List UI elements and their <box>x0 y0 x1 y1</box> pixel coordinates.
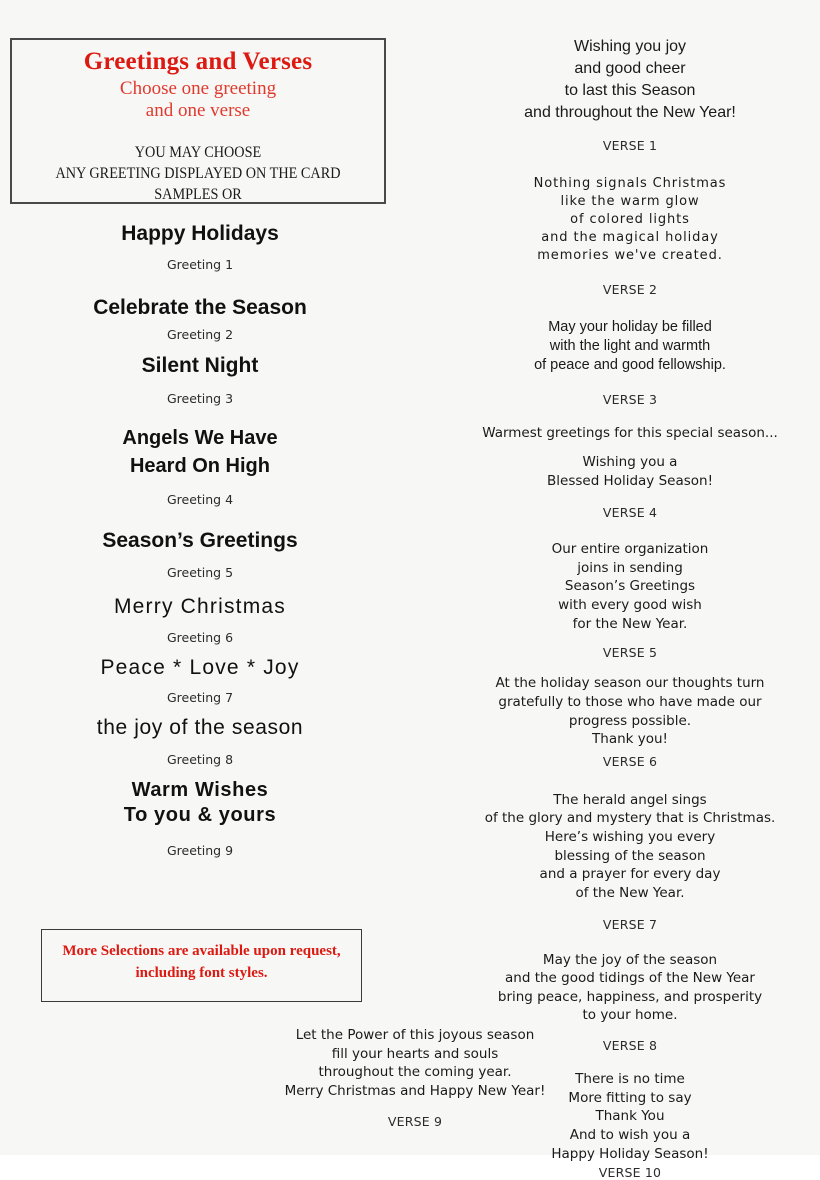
greeting-label: Greeting 2 <box>166 327 234 343</box>
verse-line: And to wish you a <box>569 1126 691 1143</box>
header-note-line2: ANY GREETING DISPLAYED ON THE CARD SAMPLES OR <box>55 164 341 203</box>
greeting-text-line2: Heard On High <box>129 455 270 478</box>
greeting-item-1[interactable] <box>0 222 400 272</box>
verse-line: for the New Year. <box>572 615 688 632</box>
greeting-text: Silent Night <box>141 354 259 378</box>
greeting-item-4[interactable] <box>0 427 400 508</box>
header-subtitle <box>12 78 384 123</box>
verse-line: Our entire organization <box>551 541 709 558</box>
greeting-text-line1: Angels We Have <box>122 426 278 449</box>
header-box <box>10 38 386 204</box>
verse-line: The herald angel sings <box>553 791 707 808</box>
verse-line: and the magical holiday <box>541 229 719 245</box>
verse-line: May the joy of the season <box>542 951 718 968</box>
verse-text <box>255 1026 575 1101</box>
verse-text <box>440 36 820 124</box>
verse-text <box>440 674 820 749</box>
verse-line: throughout the coming year. <box>318 1064 512 1081</box>
more-selections-box <box>41 929 362 1002</box>
verse-line: Blessed Holiday Season! <box>547 472 713 489</box>
greeting-item-9[interactable] <box>0 779 400 858</box>
greeting-text: Peace * Love * Joy <box>100 655 300 679</box>
verse-text <box>440 791 820 903</box>
greeting-label: Greeting 7 <box>166 690 234 706</box>
verse-label: VERSE 9 <box>387 1113 443 1129</box>
verse-item-1[interactable] <box>440 36 820 153</box>
verse-line: memories we've created. <box>537 247 723 263</box>
greeting-label: Greeting 5 <box>166 565 234 581</box>
header-subtitle-line1: Choose one greeting <box>119 78 277 99</box>
verse-line: Happy Holiday Season! <box>551 1145 709 1162</box>
verse-line: Warmest greetings for this special season... <box>482 425 778 442</box>
verse-text <box>440 175 820 265</box>
verse-line: and a prayer for every day <box>539 866 721 883</box>
verse-item-9[interactable] <box>255 1026 575 1129</box>
verse-line: fill your hearts and souls <box>331 1045 499 1062</box>
verse-label: VERSE 2 <box>602 281 658 297</box>
verse-line: and the good tidings of the New Year <box>505 970 755 987</box>
verse-line: Merry Christmas and Happy New Year! <box>284 1082 546 1099</box>
verse-line: Wishing you joy <box>573 38 687 55</box>
verse-line: Thank You <box>595 1108 665 1125</box>
more-selections-text <box>52 941 352 985</box>
greeting-text: Happy Holidays <box>121 222 279 245</box>
verse-line-spacer <box>440 443 820 453</box>
greeting-text: the joy of the season <box>96 716 304 740</box>
verse-text <box>440 951 820 1026</box>
verse-label: VERSE 4 <box>602 505 658 521</box>
greeting-item-7[interactable] <box>0 656 400 706</box>
verse-line: May your holiday be filled <box>548 318 712 335</box>
verse-line: of the glory and mystery that is Christmas. <box>484 810 776 827</box>
verse-text <box>440 424 820 490</box>
verse-text <box>440 318 820 375</box>
greeting-label: Greeting 6 <box>166 629 234 645</box>
verse-line: and throughout the New Year! <box>524 103 736 121</box>
verse-line: At the holiday season our thoughts turn <box>495 675 765 692</box>
more-selections-line1: More Selections are available upon request, <box>62 943 341 959</box>
verse-line: with every good wish <box>558 597 702 614</box>
greeting-item-6[interactable] <box>0 595 400 645</box>
verses-column <box>440 0 820 1180</box>
greeting-text: Season’s Greetings <box>102 529 298 553</box>
verse-line: There is no time <box>575 1071 685 1088</box>
greeting-text: Celebrate the Season <box>93 295 307 319</box>
verse-line: Let the Power of this joyous season <box>295 1027 535 1043</box>
verse-item-2[interactable] <box>440 175 820 297</box>
greeting-text-line2: To you & yours <box>123 804 277 827</box>
verse-line: with the light and warmth <box>549 338 711 355</box>
verse-label: VERSE 7 <box>602 916 658 932</box>
verse-item-3[interactable] <box>440 318 820 407</box>
verse-label: VERSE 8 <box>602 1038 658 1054</box>
greeting-item-3[interactable] <box>0 354 400 406</box>
greeting-label: Greeting 8 <box>166 751 234 767</box>
verse-label: VERSE 6 <box>602 753 658 769</box>
verse-line: and good cheer <box>574 59 686 77</box>
verse-line: Wishing you a <box>582 453 678 470</box>
verse-line: joins in sending <box>577 559 683 576</box>
verse-line: Thank you! <box>592 731 668 748</box>
verse-line: Here’s wishing you every <box>544 829 716 846</box>
verse-item-7[interactable] <box>440 791 820 932</box>
greeting-text-line1: Warm Wishes <box>131 778 269 801</box>
verse-label: VERSE 10 <box>598 1165 662 1180</box>
header-note <box>27 143 369 206</box>
greeting-item-2[interactable] <box>0 296 400 343</box>
greeting-label: Greeting 9 <box>166 842 234 858</box>
verse-line: of the New Year. <box>575 884 685 901</box>
verse-line: Season’s Greetings <box>564 578 696 595</box>
verse-line: blessing of the season <box>554 847 706 864</box>
greeting-text: Merry Christmas <box>113 595 286 619</box>
verse-item-6[interactable] <box>440 674 820 769</box>
verse-line: progress possible. <box>568 712 692 729</box>
verse-label: VERSE 5 <box>602 645 658 661</box>
verse-line: like the warm glow <box>560 193 700 209</box>
greeting-label: Greeting 3 <box>166 390 234 406</box>
verse-text <box>440 540 820 633</box>
verse-line: bring peace, happiness, and prosperity <box>497 988 763 1005</box>
verse-label: VERSE 3 <box>602 392 658 408</box>
greetings-column <box>0 222 400 858</box>
greeting-label: Greeting 4 <box>166 492 234 508</box>
verse-line: of peace and good fellowship. <box>534 357 726 374</box>
verse-line: Nothing signals Christmas <box>533 175 727 191</box>
verse-line: gratefully to those who have made our <box>498 693 762 710</box>
page-title: Greetings and Verses <box>83 48 313 75</box>
verse-item-5[interactable] <box>440 540 820 660</box>
header-subtitle-line2: and one verse <box>145 100 251 122</box>
verse-label: VERSE 1 <box>602 137 658 153</box>
verse-line: of colored lights <box>570 211 690 227</box>
header-note-line1: YOU MAY CHOOSE <box>134 143 262 161</box>
more-selections-line2: including font styles. <box>135 964 268 981</box>
verse-line: to your home. <box>582 1007 678 1024</box>
verse-line: to last this Season <box>564 81 696 99</box>
verse-line: More fitting to say <box>568 1089 692 1106</box>
greeting-item-5[interactable] <box>0 529 400 580</box>
greeting-item-8[interactable] <box>0 716 400 767</box>
greeting-label: Greeting 1 <box>166 256 234 272</box>
verse-item-4[interactable] <box>440 424 820 520</box>
